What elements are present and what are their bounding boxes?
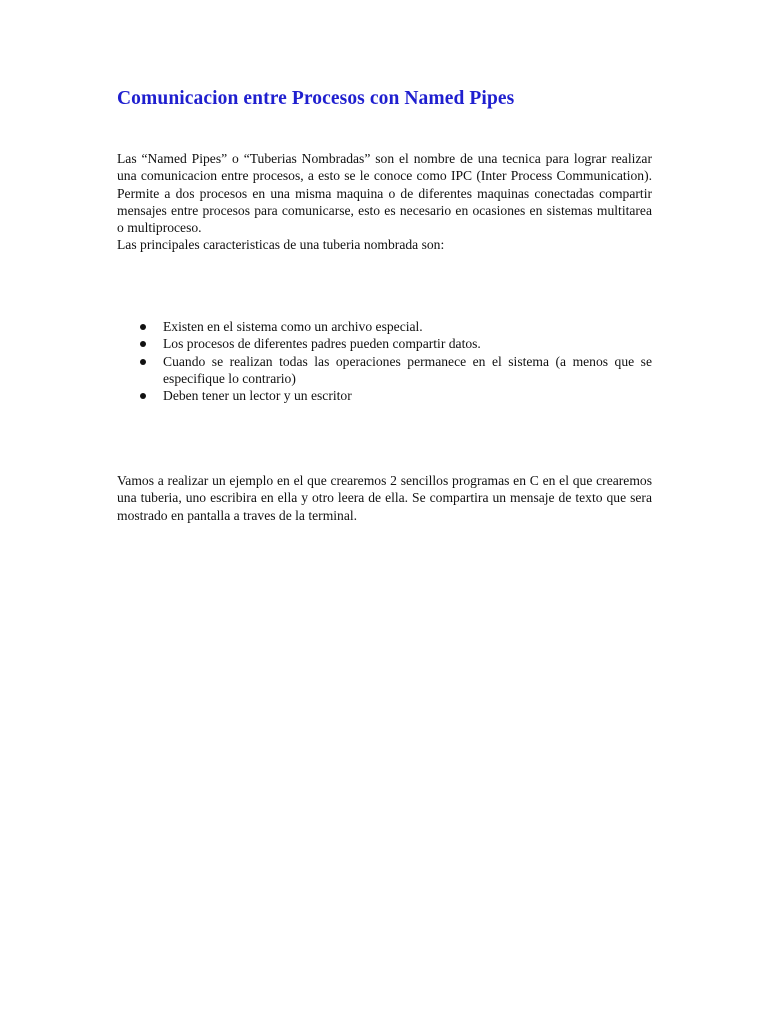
list-item (117, 335, 652, 352)
document-title: Comunicacion entre Procesos con Named Pipes (117, 88, 515, 109)
example-paragraph: Vamos a realizar un ejemplo en el que crearemos 2 sencillos programas en C en el que crearemos una tuberia, uno escribira en ella y otro leera de ella. Se compartira un mensaje de texto que sera mostrado en pantalla a traves de la terminal. (117, 473, 652, 523)
intro-paragraph: Las “Named Pipes” o “Tuberias Nombradas” son el nombre de una tecnica para lograr realizar una comunicacion entre procesos, a esto se le conoce como IPC (Inter Process Communication). Permite a dos procesos en una misma maquina o de diferentes maquinas conectadas compartir mensajes entre procesos para comunicarse, esto es necesario en ocasiones en sistemas multitarea o multiproceso. (117, 151, 652, 236)
features-list (117, 318, 652, 404)
list-item-text: Existen en el sistema como un archivo especial. (163, 319, 423, 334)
bullet-icon (140, 393, 146, 399)
list-item (117, 318, 652, 335)
bullet-icon (140, 341, 146, 347)
list-item-text: Deben tener un lector y un escritor (163, 388, 352, 404)
list-item (117, 387, 652, 404)
list-item-text: Los procesos de diferentes padres pueden compartir datos. (163, 336, 481, 352)
features-intro: Las principales caracteristicas de una tuberia nombrada son: (117, 237, 445, 253)
list-item (117, 353, 652, 388)
list-item-text: Cuando se realizan todas las operaciones permanece en el sistema (a menos que se especifique lo contrario) (163, 353, 652, 386)
bullet-icon (140, 359, 146, 365)
intro-section (117, 150, 652, 254)
bullet-icon (140, 324, 146, 330)
